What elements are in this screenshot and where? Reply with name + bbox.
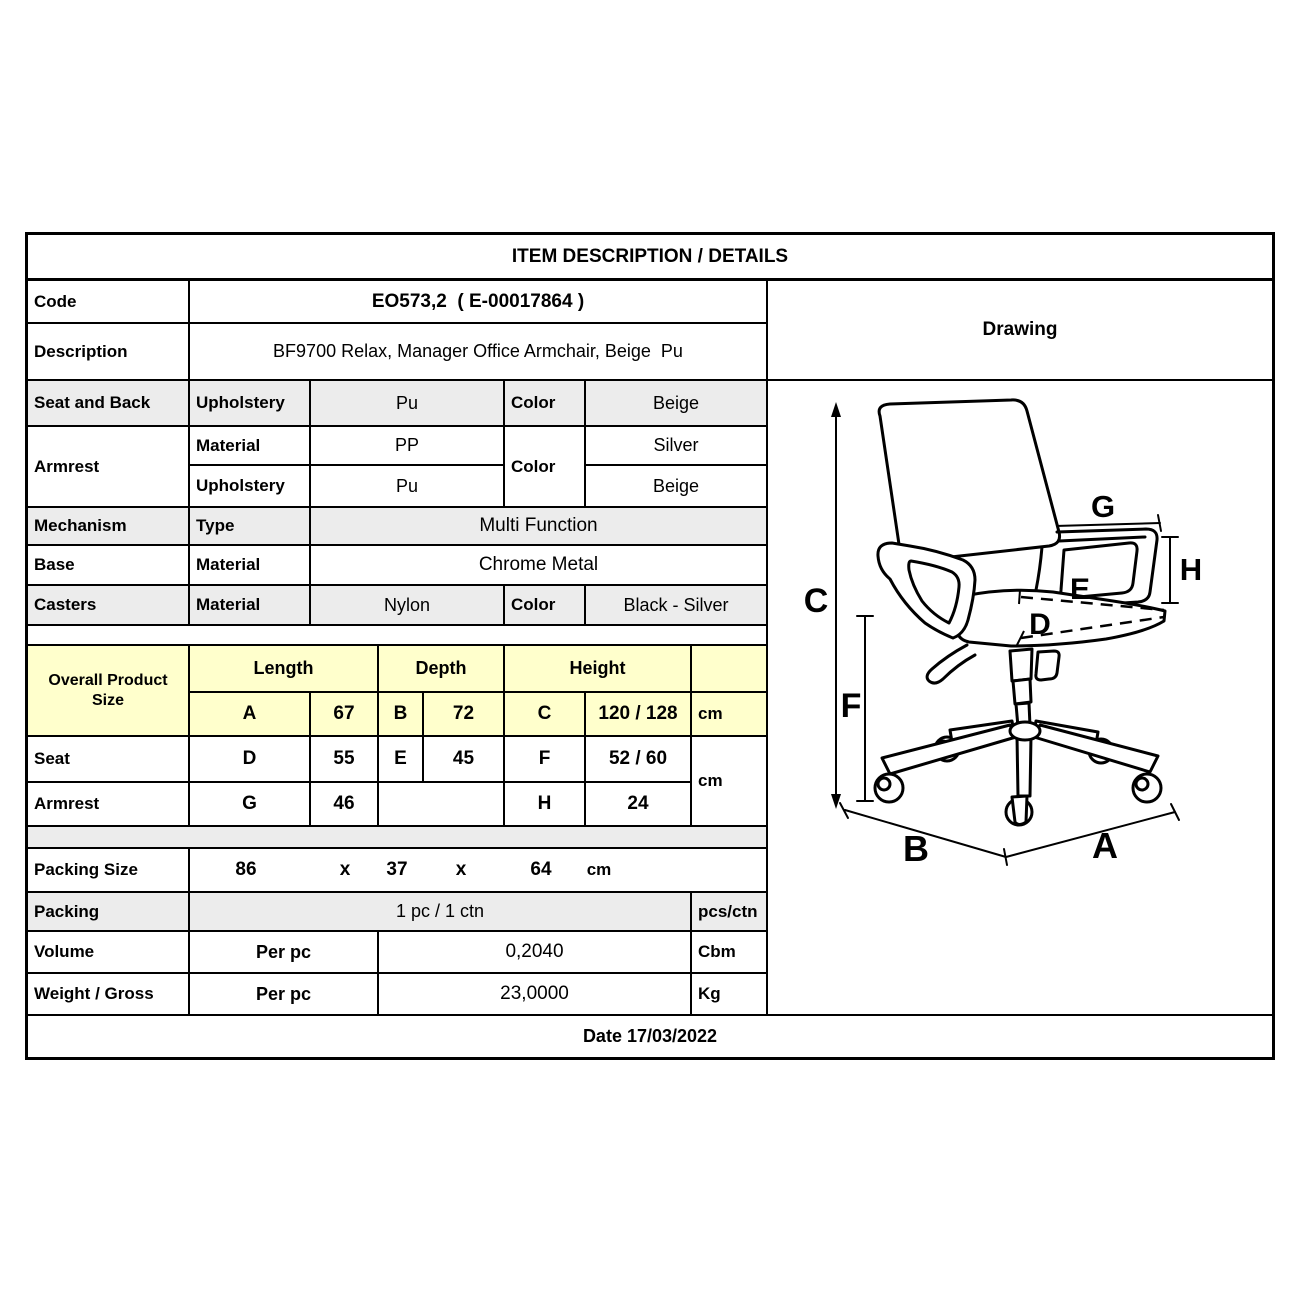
size-overall-unit: cm (692, 693, 768, 737)
description-label: Description (28, 324, 190, 381)
seat-back-upholstery-label: Upholstery (190, 381, 311, 427)
description-value: BF9700 Relax, Manager Office Armchair, Beige Pu (190, 324, 768, 381)
casters-material-label: Material (190, 586, 311, 626)
weight-per: Per pc (190, 974, 379, 1016)
chair-gas-lift (1010, 649, 1032, 681)
dim-label-g: G (1090, 489, 1116, 524)
armrest-upholstery-color-value: Beige (586, 466, 768, 508)
size-col-depth: Depth (379, 646, 505, 693)
packing-label: Packing (28, 893, 190, 932)
chair-mechanism (1036, 651, 1059, 680)
casters-color-value: Black - Silver (586, 586, 768, 626)
chair-tilt-lever (927, 645, 975, 683)
volume-label: Volume (28, 932, 190, 974)
size-a-key: A (190, 693, 311, 737)
seat-e-key: E (379, 737, 424, 783)
code-label: Code (28, 281, 190, 324)
armrest-label: Armrest (28, 427, 190, 508)
seat-d-value: 55 (311, 737, 379, 783)
size-a-value: 67 (311, 693, 379, 737)
seat-armrest-unit: cm (692, 737, 768, 827)
armrest-h-key: H (505, 783, 586, 827)
seat-f-key: F (505, 737, 586, 783)
armrest-material-color-value: Silver (586, 427, 768, 466)
chair-seat (958, 590, 1165, 646)
packing-size-depth: 37 (386, 859, 408, 880)
mechanism-type-label: Type (190, 508, 311, 546)
packing-value: 1 pc / 1 ctn (190, 893, 692, 932)
armrest-material-label: Material (190, 427, 311, 466)
base-material-label: Material (190, 546, 311, 586)
armrest-material-value: PP (311, 427, 505, 466)
overall-size-label: Overall Product Size (28, 646, 190, 737)
mechanism-type-value: Multi Function (311, 508, 768, 546)
seat-back-upholstery-value: Pu (311, 381, 505, 427)
volume-value: 0,2040 (379, 932, 692, 974)
base-material-value: Chrome Metal (311, 546, 768, 586)
seat-back-label: Seat and Back (28, 381, 190, 427)
packing-size-x2: x (455, 859, 467, 880)
seat-back-color-label: Color (505, 381, 586, 427)
packing-size-height: 64 (530, 859, 552, 880)
dim-label-e: E (1069, 573, 1091, 606)
packing-size-value (190, 849, 768, 893)
dim-label-h: H (1179, 552, 1203, 587)
weight-label: Weight / Gross (28, 974, 190, 1016)
packing-size-x1: x (339, 859, 351, 880)
weight-unit: Kg (692, 974, 768, 1016)
sheet-title: ITEM DESCRIPTION / DETAILS (28, 235, 1272, 281)
casters-material-value: Nylon (311, 586, 505, 626)
packing-size-width: 86 (235, 859, 257, 880)
packing-size-label: Packing Size (28, 849, 190, 893)
size-col-height: Height (505, 646, 692, 693)
armrest-upholstery-label: Upholstery (190, 466, 311, 508)
dim-arrow-c-top (831, 402, 841, 417)
armrest-upholstery-value: Pu (311, 466, 505, 508)
spacer-row-2 (28, 827, 768, 849)
armrest-size-label: Armrest (28, 783, 190, 827)
size-b-key: B (379, 693, 424, 737)
casters-color-label: Color (505, 586, 586, 626)
size-c-value: 120 / 128 (586, 693, 692, 737)
size-c-key: C (505, 693, 586, 737)
dim-label-f: F (840, 687, 862, 725)
seat-size-label: Seat (28, 737, 190, 783)
armrest-g-value: 46 (311, 783, 379, 827)
seat-e-value: 45 (424, 737, 505, 783)
seat-d-key: D (190, 737, 311, 783)
dim-label-c: C (803, 582, 829, 620)
size-col-unit-empty (692, 646, 768, 693)
armrest-color-label: Color (505, 427, 586, 508)
seat-back-color-value: Beige (586, 381, 768, 427)
code-value: EO573,2 ( E-00017864 ) (190, 281, 768, 324)
chair-drawing (768, 381, 1272, 1015)
dim-label-a: A (1092, 825, 1118, 866)
armrest-h-value: 24 (586, 783, 692, 827)
casters-label: Casters (28, 586, 190, 626)
mechanism-label: Mechanism (28, 508, 190, 546)
size-col-length: Length (190, 646, 379, 693)
volume-per: Per pc (190, 932, 379, 974)
packing-unit: pcs/ctn (692, 893, 768, 932)
dim-label-d: D (1029, 608, 1051, 641)
size-b-value: 72 (424, 693, 505, 737)
spec-sheet-table (25, 232, 1275, 1060)
armrest-size-empty (379, 783, 505, 827)
date-row: Date 17/03/2022 (28, 1016, 1272, 1057)
base-label: Base (28, 546, 190, 586)
spacer-row-1 (28, 626, 768, 646)
volume-unit: Cbm (692, 932, 768, 974)
weight-value: 23,0000 (379, 974, 692, 1016)
packing-size-unit: cm (586, 860, 612, 879)
chair-backrest (879, 400, 1059, 561)
dim-label-b: B (903, 828, 929, 869)
seat-f-value: 52 / 60 (586, 737, 692, 783)
drawing-panel-title: Drawing (768, 281, 1272, 381)
dim-arrow-c-bottom (831, 794, 841, 809)
drawing-panel (768, 381, 1272, 1016)
armrest-g-key: G (190, 783, 311, 827)
